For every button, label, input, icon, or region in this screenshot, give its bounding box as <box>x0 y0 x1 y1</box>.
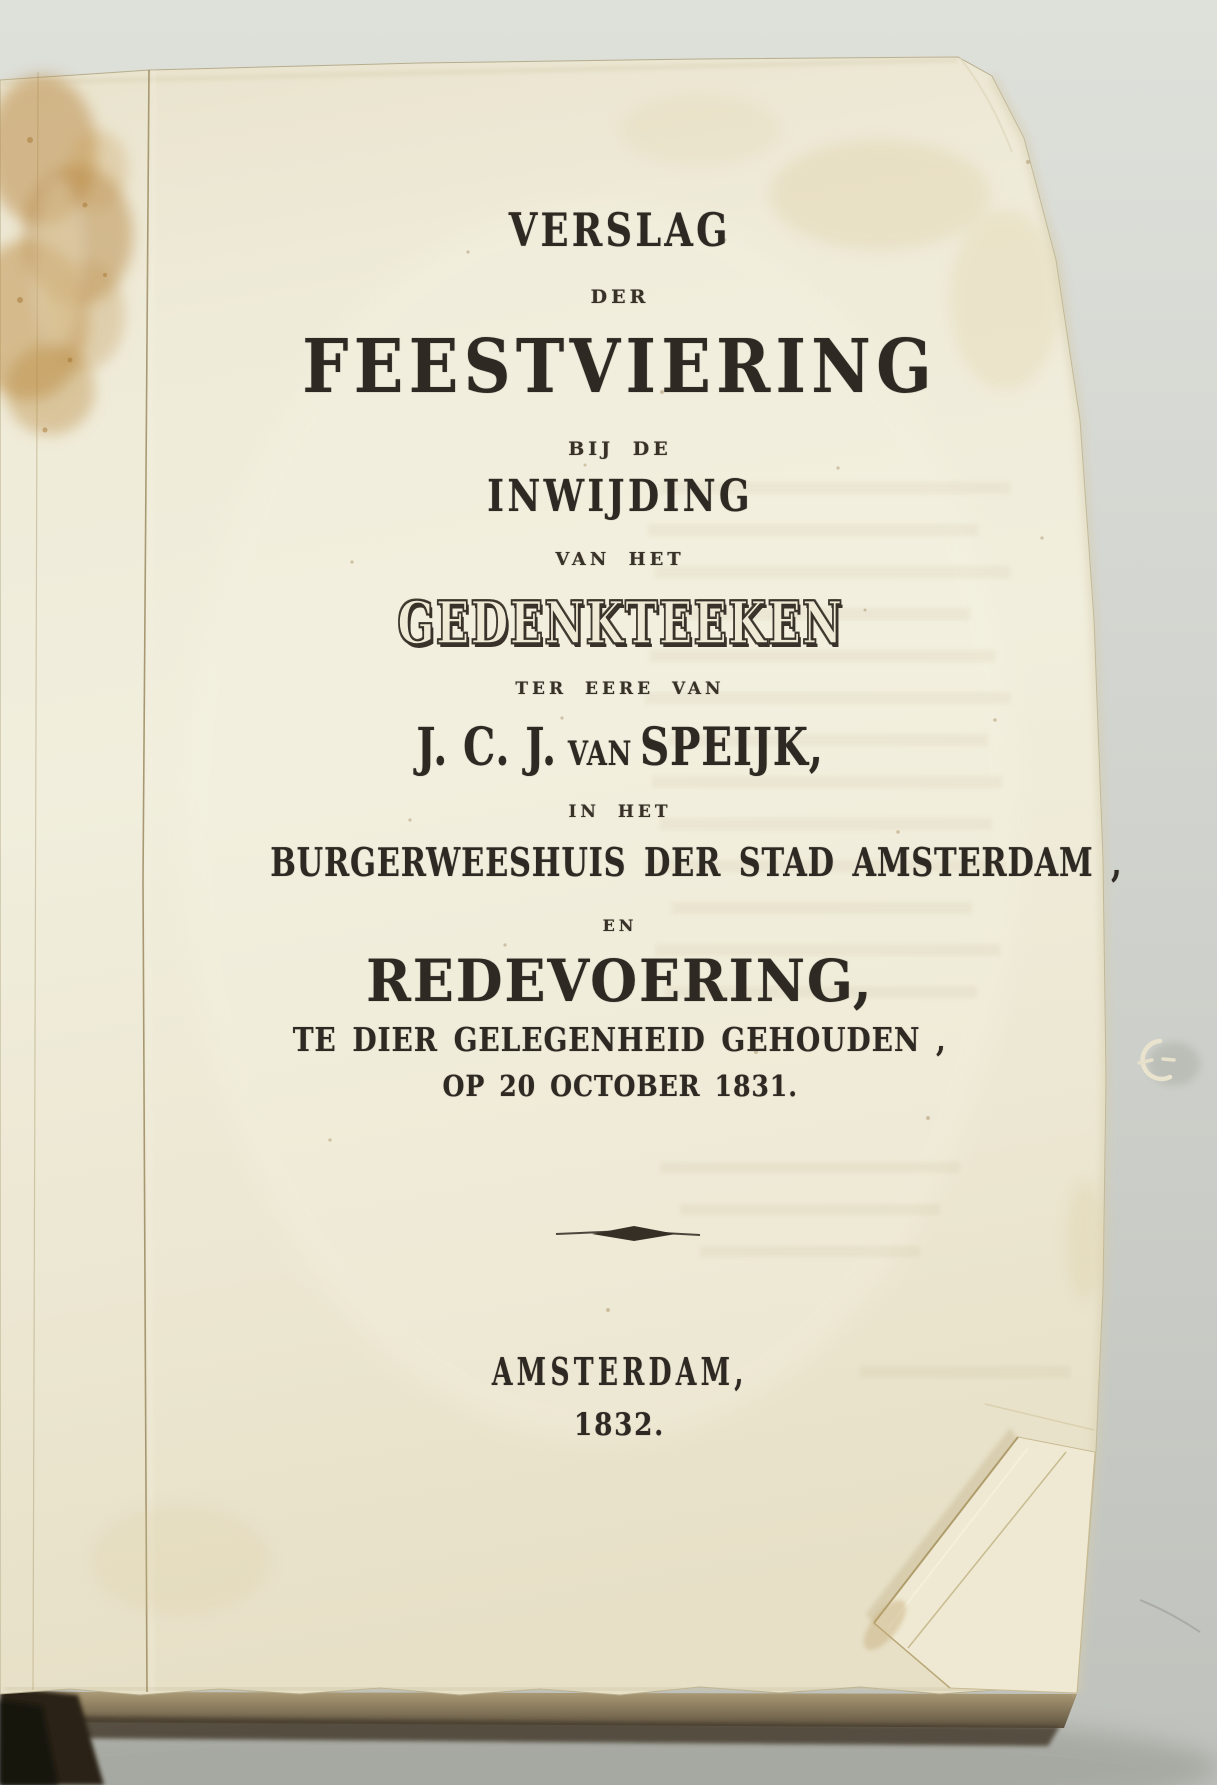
title-line-celebration <box>150 324 1090 410</box>
imprint-year-text: 1832. <box>574 1407 666 1443</box>
imprint-city <box>150 1349 1090 1394</box>
title-line-van-het: VAN HET <box>555 549 685 570</box>
imprint-year <box>150 1407 1090 1443</box>
title-line-inauguration <box>150 471 1090 522</box>
honouree-surname: SPEIJK, <box>639 717 824 778</box>
title-line-date <box>150 1069 1090 1103</box>
imprint-city-text: AMSTERDAM, <box>492 1349 748 1394</box>
oration-text: REDEVOERING, <box>366 947 874 1015</box>
venue-text: BURGERWEESHUIS DER STAD AMSTERDAM , <box>270 840 1123 886</box>
honouree-particle: VAN <box>567 734 633 773</box>
title-line-venue <box>150 840 1123 886</box>
title-line-en: EN <box>602 916 638 935</box>
celebration-text: FEESTVIERING <box>302 324 938 410</box>
title-line-der: DER <box>590 286 650 308</box>
title-line-in-het: IN HET <box>568 802 672 822</box>
report-text: VERSLAG <box>508 203 732 257</box>
monument-text: GEDENKTEEKEN <box>396 589 844 657</box>
title-line-in-honour: TER EERE VAN <box>515 679 725 699</box>
honouree-initials: J. C. J. <box>416 717 557 778</box>
title-line-report <box>150 203 1090 257</box>
title-line-occasion <box>150 1020 1090 1059</box>
title-line-monument <box>150 589 1090 657</box>
date-text: OP 20 OCTOBER 1831. <box>442 1069 798 1103</box>
title-line-bij-de: BIJ DE <box>568 438 672 460</box>
inauguration-text: INWIJDING <box>487 471 753 522</box>
title-line-oration <box>150 947 1090 1015</box>
title-line-honouree <box>150 717 1090 778</box>
occasion-text: TE DIER GELEGENHEID GEHOUDEN , <box>293 1020 947 1059</box>
